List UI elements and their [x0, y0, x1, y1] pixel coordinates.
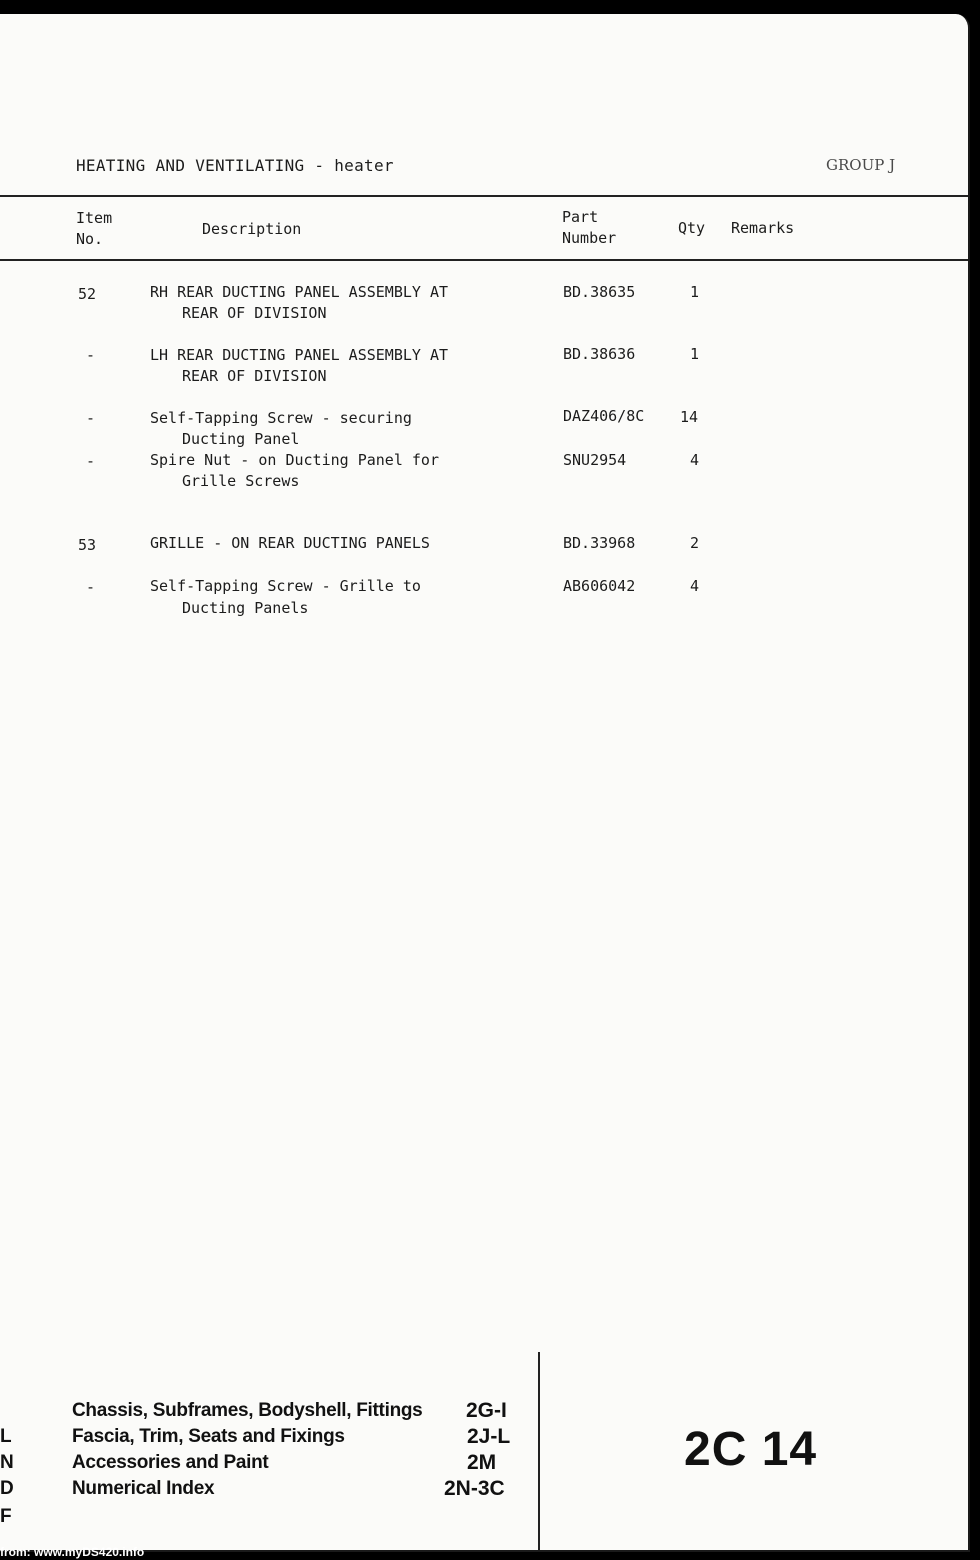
- footer-index-label: Accessories and Paint: [72, 1452, 269, 1473]
- column-header-item: Item No.: [76, 209, 113, 248]
- description-line-2: Ducting Panels: [182, 599, 309, 617]
- footer-index-box: [0, 1352, 540, 1552]
- catalogue-page: [0, 14, 970, 1552]
- description-line-1: GRILLE - ON REAR DUCTING PANELS: [150, 534, 430, 552]
- quantity: 14: [680, 408, 699, 426]
- footer-index-code: 2N-3C: [444, 1477, 505, 1500]
- description-line-1: LH REAR DUCTING PANEL ASSEMBLY AT: [150, 346, 449, 364]
- item-number: -: [86, 452, 96, 470]
- part-number: BD.33968: [563, 534, 636, 552]
- side-index-letter: F: [0, 1506, 12, 1527]
- source-credit: from: www.myDS420.info: [0, 1545, 145, 1559]
- footer-index-code: 2G-I: [466, 1399, 507, 1422]
- description-line-2: REAR OF DIVISION: [182, 304, 327, 322]
- quantity: 1: [690, 283, 700, 301]
- footer-index-label: Fascia, Trim, Seats and Fixings: [72, 1426, 345, 1447]
- part-number: BD.38636: [563, 345, 636, 363]
- item-number: -: [86, 346, 96, 364]
- side-index-letter: D: [0, 1478, 14, 1499]
- footer-index-label: Numerical Index: [72, 1478, 215, 1499]
- quantity: 4: [690, 577, 700, 595]
- item-number: 52: [78, 285, 97, 303]
- quantity: 4: [690, 451, 700, 469]
- item-number: 53: [78, 536, 97, 554]
- header-top-rule: [0, 195, 968, 197]
- description-line-2: REAR OF DIVISION: [182, 367, 327, 385]
- quantity: 2: [690, 534, 700, 552]
- part-number: BD.38635: [563, 283, 636, 301]
- group-label: GROUP J: [826, 156, 896, 174]
- footer-index-code: 2J-L: [467, 1425, 511, 1448]
- part-number: DAZ406/8C: [563, 407, 645, 425]
- description-line-1: Self-Tapping Screw - securing: [150, 409, 412, 427]
- column-header-description: Description: [202, 220, 302, 238]
- description-line-1: Self-Tapping Screw - Grille to: [150, 577, 421, 595]
- description-line-2: Ducting Panel: [182, 430, 300, 448]
- page-title: HEATING AND VENTILATING - heater: [76, 156, 394, 175]
- footer-index-code: 2M: [467, 1451, 497, 1474]
- side-index-letter: N: [0, 1452, 14, 1473]
- column-header-qty: Qty: [678, 219, 706, 237]
- footer-index-label: Chassis, Subframes, Bodyshell, Fittings: [72, 1400, 423, 1421]
- item-number: -: [86, 409, 96, 427]
- column-header-remarks: Remarks: [731, 219, 795, 237]
- description-line-1: Spire Nut - on Ducting Panel for: [150, 451, 439, 469]
- side-index-letter: L: [0, 1426, 12, 1447]
- description-line-1: RH REAR DUCTING PANEL ASSEMBLY AT: [150, 283, 449, 301]
- description-line-2: Grille Screws: [182, 472, 300, 490]
- part-number: SNU2954: [563, 451, 627, 469]
- part-number: AB606042: [563, 577, 636, 595]
- quantity: 1: [690, 345, 700, 363]
- header-bottom-rule: [0, 259, 968, 261]
- page-code: 2C 14: [684, 1423, 818, 1476]
- item-number: -: [86, 578, 96, 596]
- column-header-part-number: Part Number: [562, 208, 617, 247]
